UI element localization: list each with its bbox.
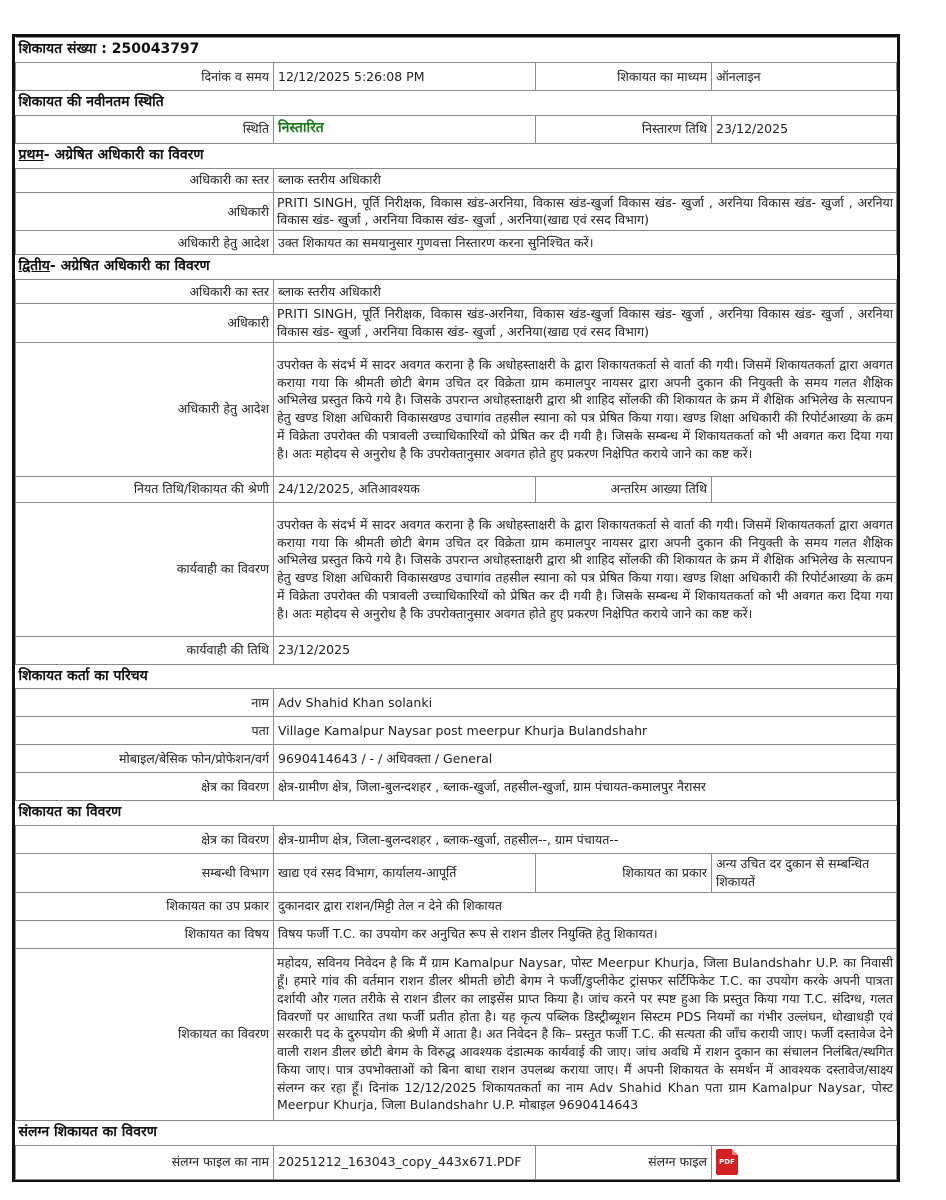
second-officer-level-value: ब्लाक स्तरीय अधिकारी (274, 280, 897, 304)
complaint-area-value: क्षेत्र-ग्रामीण क्षेत्र, जिला-बुलन्दशहर , ब्लाक-खुर्जा, तहसील--, ग्राम पंचायत-- (274, 826, 897, 854)
complaint-area-label: क्षेत्र का विवरण (16, 826, 274, 854)
complaint-description-label: शिकायत का विवरण (16, 948, 274, 1120)
complaint-type-label: शिकायत का प्रकार (536, 854, 712, 893)
status-value: निस्तारित (278, 120, 324, 137)
second-officer-header (16, 255, 897, 280)
due-date-label: नियत तिथि/शिकायत की श्रेणी (16, 476, 274, 502)
second-officer-order-value: उपरोक्त के संदर्भ में सादर अवगत कराना है कि अधोहस्ताक्षरी के द्वारा शिकायतकर्ता से वार्ता की गयी। जिसमें शिकायतकर्ता द्वारा अवगत कराया गया कि श्रीमती छोटी बेगम उचित दर विक्रेता ग्राम कमालपुर नायसर द्वारा अपनी दुकान की नियुक्ती के समय गलत शैक्षिक अभिलेख प्रस्तुत किये गये है। जिसके उपरान्त अधोहस्ताक्षरी द्वारा श्री शाहिद सोंलकी की शिकायत के क्रम में शैक्षिक अभिलेख के सत्यापन हेतु खण्ड शिक्षा अधिकारी विकासखण्ड उचागांव तहसील स्याना को पत्र प्रेषित किया गया। खण्ड शिक्षा अधिकारी की रिपोर्टआख्या के क्रम में विक्रेता उपरोक्त की पत्रावली उच्चाधिकारियों को प्रेषित कर दी गयी है। जिसके सम्बन्ध में शिकायतकर्ता को भी अवगत करा दिया गया है। अतः महोदय से अनुरोध है कि उपरोक्तानुसार अवगत होते हुए प्रकरण निक्षेपित कराये जाने का कष्ट करें। (274, 342, 897, 476)
complainant-area-label: क्षेत्र का विवरण (16, 773, 274, 801)
complaint-subtype-label: शिकायत का उप प्रकार (16, 892, 274, 920)
first-officer-header-prefix: प्रथम (18, 146, 44, 163)
latest-status-header: शिकायत की नवीनतम स्थिति (16, 90, 897, 115)
second-officer-order-label: अधिकारी हेतु आदेश (16, 342, 274, 476)
attachment-header: संलग्न शिकायत का विवरण (16, 1120, 897, 1145)
second-officer-value: PRITI SINGH, पूर्ति निरीक्षक, विकास खंड-अरनिया, विकास खंड-खुर्जा विकास खंड- खुर्जा , अरनिया विकास खंड- खुर्जा , अरनिया विकास खंड- खुर्जा , अरनिया विकास खंड- खुर्जा , अरनिया(खाद्य एवं रसद विभाग) (274, 304, 897, 343)
second-officer-label: अधिकारी (16, 304, 274, 343)
complainant-area-value: क्षेत्र-ग्रामीण क्षेत्र, जिला-बुलन्दशहर , ब्लाक-खुर्जा, तहसील-खुर्जा, ग्राम पंचायत-कमालपुर नैरासर (274, 773, 897, 801)
action-detail-label: कार्यवाही का विवरण (16, 502, 274, 636)
interim-report-value (712, 476, 897, 502)
first-officer-header (16, 143, 897, 168)
action-date-label: कार्यवाही की तिथि (16, 636, 274, 664)
complaint-detail-sheet (12, 34, 900, 1182)
second-officer-level-label: अधिकारी का स्तर (16, 280, 274, 304)
first-officer-level-label: अधिकारी का स्तर (16, 168, 274, 192)
complaint-table (15, 37, 897, 1180)
second-officer-header-prefix: द्वितीय (18, 258, 50, 275)
complaint-description-value: महोदय, सविनय निवेदन है कि मैं ग्राम Kamalpur Naysar, पोस्ट Meerpur Khurja, जिला Bulandshahr U.P. का निवासी हूँ। हमारे गांव की वर्तमान राशन डीलर श्रीमती छोटी बेगम ने फर्जी/डुप्लीकेट ट्रांसफर सर्टिफिकेट T.C. का उपयोग करके अपनी पात्रता दर्शायी और गलत तरीके से राशन डीलर का लाइसेंस प्राप्त किया है। जांच करने पर स्पष्ट हुआ कि प्रस्तुत किया गया T.C. संदिग्ध, गलत विवरणों पर आधारित तथा फर्जी प्रतीत होता है। यह कृत्य पब्लिक डिस्ट्रीब्यूशन सिस्टम PDS नियमों का गंभीर उल्लंघन, धोखाधड़ी एवं सरकारी पद के दुरुपयोग की श्रेणी में आता है। अत निवेदन है कि– प्रस्तुत फर्जी T.C. की सत्यता की जाँच करायी जाए। फर्जी दस्तावेज देने वाली राशन डीलर छोटी बेगम के विरुद्ध आवश्यक दंडात्मक कार्यवाई की जाए। जांच अवधि में राशन दुकान का संचालन निलंबित/स्थगित किया जाए। पात्र उपभोक्ताओं को बिना बाधा राशन उपलब्ध कराया जाए। मैं अपनी शिकायत के समर्थन में आवश्यक दस्तावेज/साक्ष्य संलग्न कर रहा हूँ। दिनांक 12/12/2025 शिकायतकर्ता का नाम Adv Shahid Khan पता ग्राम Kamalpur Naysar, पोस्ट Meerpur Khurja, जिला Bulandshahr U.P. मोबाइल 9690414643 (274, 948, 897, 1120)
complainant-address-value: Village Kamalpur Naysar post meerpur Khurja Bulandshahr (274, 717, 897, 745)
complaint-subtype-value: दुकानदार द्वारा राशन/मिट्टी तेल न देने की शिकायत (274, 892, 897, 920)
date-time-value: 12/12/2025 5:26:08 PM (274, 62, 536, 90)
attachment-file-label: संलग्न फाइल (536, 1145, 712, 1179)
complainant-header: शिकायत कर्ता का परिचय (16, 664, 897, 689)
date-time-label: दिनांक व समय (16, 62, 274, 90)
first-officer-header-rest: - अग्रेषित अधिकारी का विवरण (43, 146, 204, 163)
complainant-mobile-value: 9690414643 / - / अधिवक्ता / General (274, 745, 897, 773)
first-officer-value: PRITI SINGH, पूर्ति निरीक्षक, विकास खंड-अरनिया, विकास खंड-खुर्जा विकास खंड- खुर्जा , अरनिया विकास खंड- खुर्जा , अरनिया विकास खंड- खुर्जा , अरनिया विकास खंड- खुर्जा , अरनिया(खाद्य एवं रसद विभाग) (274, 192, 897, 231)
complainant-name-value: Adv Shahid Khan solanki (274, 689, 897, 717)
status-label: स्थिति (16, 115, 274, 143)
attachment-name-value: 20251212_163043_copy_443x671.PDF (274, 1145, 536, 1179)
first-officer-order-label: अधिकारी हेतु आदेश (16, 231, 274, 255)
complaint-detail-header: शिकायत का विवरण (16, 801, 897, 826)
second-officer-header-rest: - अग्रेषित अधिकारी का विवरण (49, 258, 210, 275)
first-officer-level-value: ब्लाक स्तरीय अधिकारी (274, 168, 897, 192)
complaint-number: शिकायत संख्या : 250043797 (16, 38, 897, 63)
complainant-name-label: नाम (16, 689, 274, 717)
attachment-name-label: संलग्न फाइल का नाम (16, 1145, 274, 1179)
disposal-date-value: 23/12/2025 (712, 115, 897, 143)
medium-value: ऑनलाइन (712, 62, 897, 90)
pdf-file-icon[interactable]: PDF (716, 1149, 738, 1175)
first-officer-label: अधिकारी (16, 192, 274, 231)
medium-label: शिकायत का माध्यम (536, 62, 712, 90)
complainant-address-label: पता (16, 717, 274, 745)
complaint-subject-value: विषय फर्जी T.C. का उपयोग कर अनुचित रूप से राशन डीलर नियुक्ति हेतु शिकायत। (274, 920, 897, 948)
complaint-subject-label: शिकायत का विषय (16, 920, 274, 948)
complaint-type-value: अन्य उचित दर दुकान से सम्बन्धित शिकायतें (712, 854, 897, 893)
department-value: खाद्य एवं रसद विभाग, कार्यालय-आपूर्ति (274, 854, 536, 893)
department-label: सम्बन्धी विभाग (16, 854, 274, 893)
disposal-date-label: निस्तारण तिथि (536, 115, 712, 143)
complainant-mobile-label: मोबाइल/बेसिक फोन/प्रोफेशन/वर्ग (16, 745, 274, 773)
action-date-value: 23/12/2025 (274, 636, 897, 664)
first-officer-order-value: उक्त शिकायत का समयानुसार गुणवत्ता निस्तारण करना सुनिश्चित करें। (274, 231, 897, 255)
due-date-value: 24/12/2025, अतिआवश्यक (274, 476, 536, 502)
action-detail-value: उपरोक्त के संदर्भ में सादर अवगत कराना है कि अधोहस्ताक्षरी के द्वारा शिकायतकर्ता से वार्ता की गयी। जिसमें शिकायतकर्ता द्वारा अवगत कराया गया कि श्रीमती छोटी बेगम उचित दर विक्रेता ग्राम कमालपुर नायसर द्वारा अपनी दुकान की नियुक्ती के समय गलत शैक्षिक अभिलेख प्रस्तुत किये गये है। जिसके उपरान्त अधोहस्ताक्षरी द्वारा श्री शाहिद सोंलकी की शिकायत के क्रम में शैक्षिक अभिलेख के सत्यापन हेतु खण्ड शिक्षा अधिकारी विकासखण्ड उचागांव तहसील स्याना को पत्र प्रेषित किया गया। खण्ड शिक्षा अधिकारी की रिपोर्टआख्या के क्रम में विक्रेता उपरोक्त की पत्रावली उच्चाधिकारियों को प्रेषित कर दी गयी है। जिसके सम्बन्ध में शिकायतकर्ता को भी अवगत करा दिया गया है। अतः महोदय से अनुरोध है कि उपरोक्तानुसार अवगत होते हुए प्रकरण निक्षेपित कराये जाने का कष्ट करें। (274, 502, 897, 636)
interim-report-label: अन्तरिम आख्या तिथि (536, 476, 712, 502)
